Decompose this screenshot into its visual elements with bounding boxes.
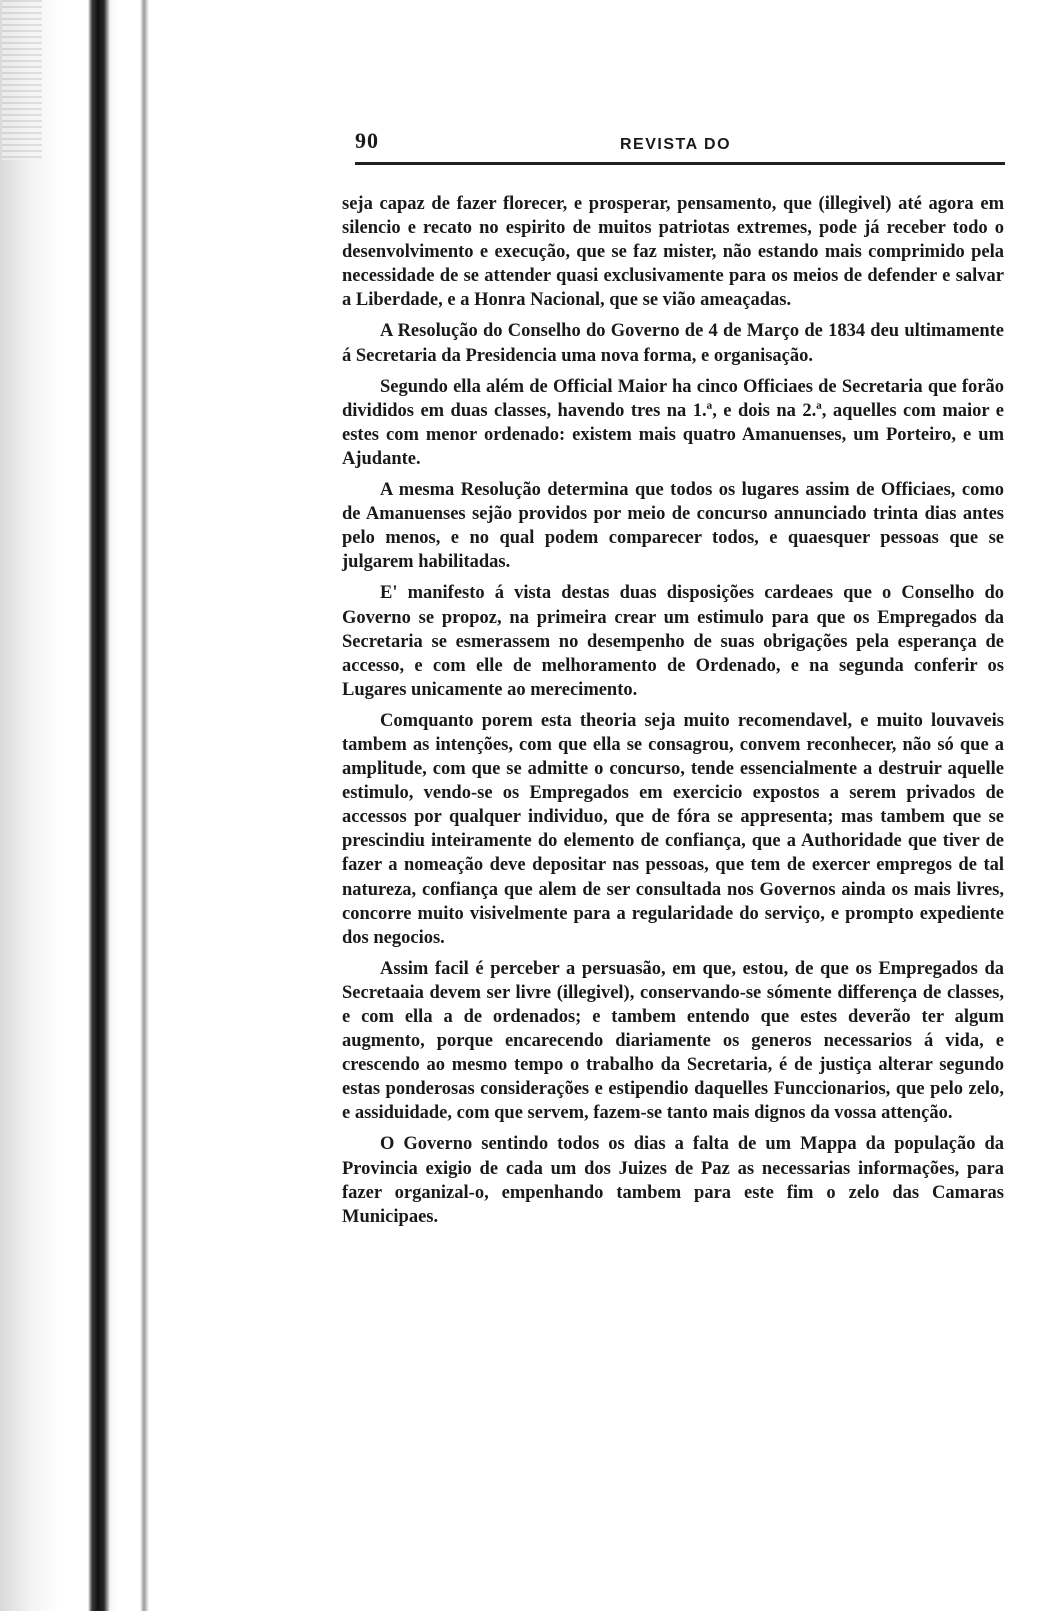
paragraph: E' manifesto á vista destas duas disposições cardeaes que o Conselho do Governo se propoz, na primeira crear um estimulo para que os Empregados da Secretaria se esmerassem no desempenho de suas obrigações pela esperança de accesso, e com elle de melhoramento de Ordenado, e na segunda conferir os Lugares unicamente ao merecimento. (342, 583, 1004, 700)
header-rule (355, 162, 1005, 165)
paragraph: O Governo sentindo todos os dias a falta de um Mappa da população da Provincia exigio de cada um dos Juizes de Paz as necessarias informações, para fazer organizal-o, empenhando tambem para este fim o zelo das Camaras Municipaes. (342, 1134, 1004, 1227)
book-gutter (0, 0, 160, 1611)
page-body (342, 192, 1004, 1592)
margin-speckle (2, 0, 42, 160)
paragraph: A Resolução do Conselho do Governo de 4 de Março de 1834 deu ultimamente á Secretaria da Presidencia uma nova forma, e organisação. (342, 321, 1004, 366)
paragraph: Comquanto porem esta theoria seja muito recomendavel, e muito louvaveis tambem as intenções, com que ella se consagrou, convem reconhecer, não só que a amplitude, com que se admitte o concurso, tende essencialmente a destruir aquelle estimulo, vendo-se os Empregados em exercicio expostos a serem privados de accessos por qualquer individuo, que de fóra se appresenta; mas tambem que se prescindiu inteiramente do elemento de confiança, que a Authoridade que tiver de fazer a nomeação deve depositar nas pessoas, que tem de exercer empregos de tal natureza, confiança que alem de ser consultada nos Governos ainda os mais livres, concorre muito visivelmente para a regularidade do serviço, e prompto expediente dos negocios. (342, 710, 1004, 948)
paragraph: seja capaz de fazer florecer, e prosperar, pensamento, que (illegivel) até agora em silencio e recato no espirito de muitos patriotas extremes, pode já receber todo o desenvolvimento e execução, que se faz mister, não estando mais comprimido pela necessidade de se attender quasi exclusivamente para os meios de defender e salvar a Liberdade, e a Honra Nacional, que se vião ameaçadas. (342, 194, 1004, 311)
paragraph: A mesma Resolução determina que todos os lugares assim de Officiaes, como de Amanuenses sejão providos por meio de concurso annunciado trinta dias antes pelo menos, e no qual podem comparecer todos, e quaesquer pessoas que se julgarem habilitadas. (342, 480, 1004, 573)
paragraph: Segundo ella além de Official Maior ha cinco Officiaes de Secretaria que forão divididos em duas classes, havendo tres na 1.ª, e dois na 2.ª, aquelles com maior e estes com menor ordenado: existem mais quatro Amanuenses, um Porteiro, e um Ajudante. (342, 376, 1004, 469)
page-number: 90 (355, 128, 379, 153)
running-title: REVISTA DO (620, 136, 732, 153)
page-header (355, 128, 1005, 164)
paragraph: Assim facil é perceber a persuasão, em que, estou, de que os Empregados da Secretaaia devem ser livre (illegivel), conservando-se sómente differença de classes, e com ella a de ordenados; e tambem entendo que estes deverão ter algum augmento, porque encarecendo diariamente os generos necessarios á vida, e crescendo ao mesmo tempo o trabalho da Secretaria, é de justiça alterar segundo estas ponderosas considerações e estipendio daquelles Funccionarios, que pelo zelo, e assiduidade, com que servem, fazem-se tanto mais dignos da vossa attenção. (342, 958, 1004, 1124)
